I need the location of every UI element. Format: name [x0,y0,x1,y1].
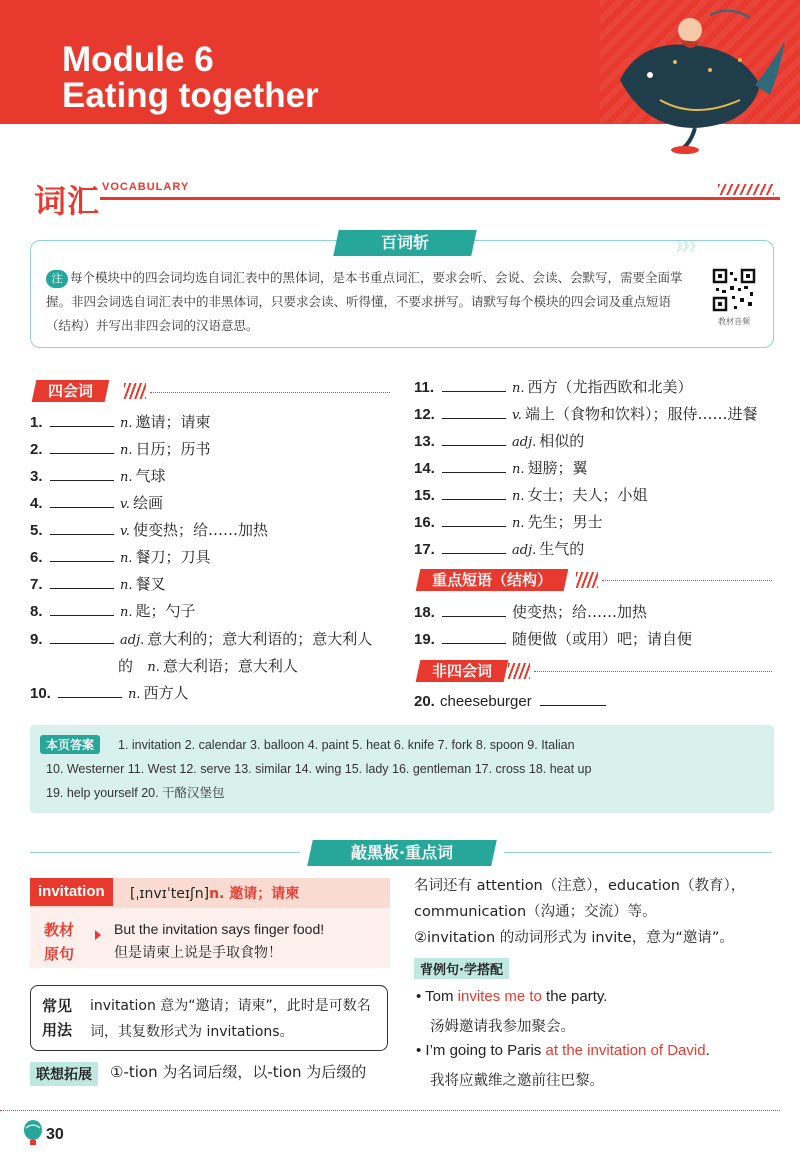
example-1: • Tom invites me to the party. [416,988,608,1005]
vocab-item-9: 9. adj. 意大利的；意大利语的；意大利人 [30,630,373,648]
vocab-item-3: 3. n. 气球 [30,467,166,485]
blackboard-rule-left [30,852,300,853]
keyword-tag: invitation [30,878,113,906]
four-skill-hatch [124,383,146,399]
vocab-item-4: 4. v. 绘画 [30,494,163,512]
example-2-translation: 我将应戴维之邀前往巴黎。 [430,1073,604,1089]
usage-text: invitation 意为“邀请；请柬”，此时是可数名词，其复数形式为 invitations。 [90,998,371,1040]
extension-text: ①-tion 为名词后缀，以-tion 为后缀的 [110,1063,367,1081]
vocab-item-17: 17. adj. 生气的 [414,540,585,558]
vocab-item-13: 13. adj. 相似的 [414,432,585,450]
examples-tag: 背例句·学搭配 [414,958,509,979]
phrases-label: 重点短语（结构） [416,569,569,591]
footer-rule [0,1110,780,1111]
qr-code-icon[interactable] [712,268,756,312]
answers-line-2: 10. Westerner 11. West 12. serve 13. similar 14. wing 15. lady 16. gentleman 17. cross 18. heat up [46,762,592,776]
blackboard-tab: 敲黑板·重点词 [307,840,497,866]
intro-line-3: （结构）并写出非四会词的汉语意思。 [46,318,259,333]
answer-blank[interactable] [50,439,114,454]
answer-blank[interactable] [442,431,506,446]
intro-line-2: 握。非四会词选自词汇表中的非黑体词，只要求会读、听得懂，不要求拼写。请默写每个模块的四会词及重点短语 [46,294,672,309]
intro-tab-label: 百词斩 [380,233,429,252]
answer-blank[interactable] [58,683,122,698]
vocab-item-16: 16. n. 先生；男士 [414,513,603,531]
blackboard-rule-right [504,852,772,853]
answer-blank[interactable] [442,377,506,392]
answer-blank[interactable] [442,485,506,500]
section-title-zh: 词汇 [34,182,101,220]
section-title-en: VOCABULARY [102,181,190,193]
answer-blank[interactable] [442,512,506,527]
source-sentence: But the invitation says finger food! 但是请柬上说是手取食物！ [114,921,325,961]
intro-arrows: 》》》 [676,240,703,255]
vocab-item-9-cont: 的 n. 意大利语；意大利人 [118,657,298,675]
answer-blank[interactable] [442,539,506,554]
hot-air-balloon-icon [22,1120,44,1146]
answer-blank[interactable] [50,574,114,589]
qr-label: 教材音频 [718,317,750,326]
answer-blank[interactable] [442,602,506,617]
answer-blank[interactable] [50,520,114,535]
vocab-item-5: 5. v. 使变热；给……加热 [30,521,268,539]
triangle-pointer-icon [95,930,101,940]
keyword-pronunciation: [ˌɪnvɪˈteɪʃn]n. 邀请；请柬 [130,886,300,902]
section-rule [100,197,780,200]
module-number: Module 6 [62,40,214,79]
answer-blank[interactable] [442,458,506,473]
section-hatch [718,184,774,195]
answer-blank[interactable] [50,493,114,508]
vocab-item-7: 7. n. 餐叉 [30,575,166,593]
intro-text [46,266,696,338]
vocab-item-15: 15. n. 女士；夫人；小姐 [414,486,648,504]
page-number: 30 [46,1126,64,1143]
module-title [62,42,319,114]
answer-blank[interactable] [50,412,114,427]
answer-blank[interactable] [50,629,114,644]
nonfour-hatch [508,663,530,679]
answer-blank[interactable] [442,404,506,419]
example-1-translation: 汤姆邀请我参加聚会。 [430,1019,575,1035]
whale-illustration [600,0,800,165]
four-skill-dotline [150,392,390,393]
vocab-item-8: 8. n. 匙；勺子 [30,602,196,620]
vocab-item-11: 11. n. 西方（尤指西欧和北美） [414,378,693,396]
answers-tag: 本页答案 [40,735,100,754]
nonfour-item-20: 20. cheeseburger [414,691,612,712]
vocab-item-2: 2. n. 日历；历书 [30,440,211,458]
answers-line-3: 19. help yourself 20. 干酪汉堡包 [46,786,225,800]
phrase-item-18: 18. 使变热；给……加热 [414,603,648,621]
intro-tab [333,230,477,256]
answer-blank[interactable] [50,466,114,481]
answer-blank[interactable] [540,691,606,706]
vocab-item-12: 12. v. 端上（食物和饮料）；服侍……进餐 [414,405,758,423]
vocab-item-6: 6. n. 餐刀；刀具 [30,548,211,566]
nonfour-dotline [534,671,772,672]
module-name: Eating together [62,76,319,115]
answer-blank[interactable] [50,601,114,616]
answer-blank[interactable] [50,547,114,562]
four-skill-label: 四会词 [32,380,110,402]
usage-label: 常见用法 [42,997,73,1039]
answer-blank[interactable] [442,629,506,644]
extension-tag: 联想拓展 [30,1062,98,1086]
vocab-item-1: 1. n. 邀请；请柬 [30,413,211,431]
source-label: 教材原句 [44,921,75,963]
phrases-hatch [576,572,598,588]
nonfour-label: 非四会词 [416,660,509,682]
vocab-item-14: 14. n. 翅膀；翼 [414,459,588,477]
intro-line-1: 注 每个模块中的四会词均选自词汇表中的黑体词，是本书重点词汇，要求会听、会说、会读、会默写，需要全面掌 [46,266,696,290]
example-2: • I’m going to Paris at the invitation of David. [416,1042,710,1059]
answers-line-1: 1. invitation 2. calendar 3. balloon 4. paint 5. heat 6. knife 7. fork 8. spoon 9. Italian [118,738,575,752]
phrase-item-19: 19. 随便做（或用）吧；请自便 [414,630,693,648]
extension-continued: 名词还有 attention（注意），education（教育）， communication（沟通；交流）等。 ②invitation 的动词形式为 invite，意为“邀请”。 [414,878,746,946]
note-badge: 注 [46,270,68,288]
keyword-definition: n. 邀请；请柬 [209,886,300,902]
phrases-dotline [602,580,772,581]
vocab-item-10: 10. n. 西方人 [30,684,189,702]
